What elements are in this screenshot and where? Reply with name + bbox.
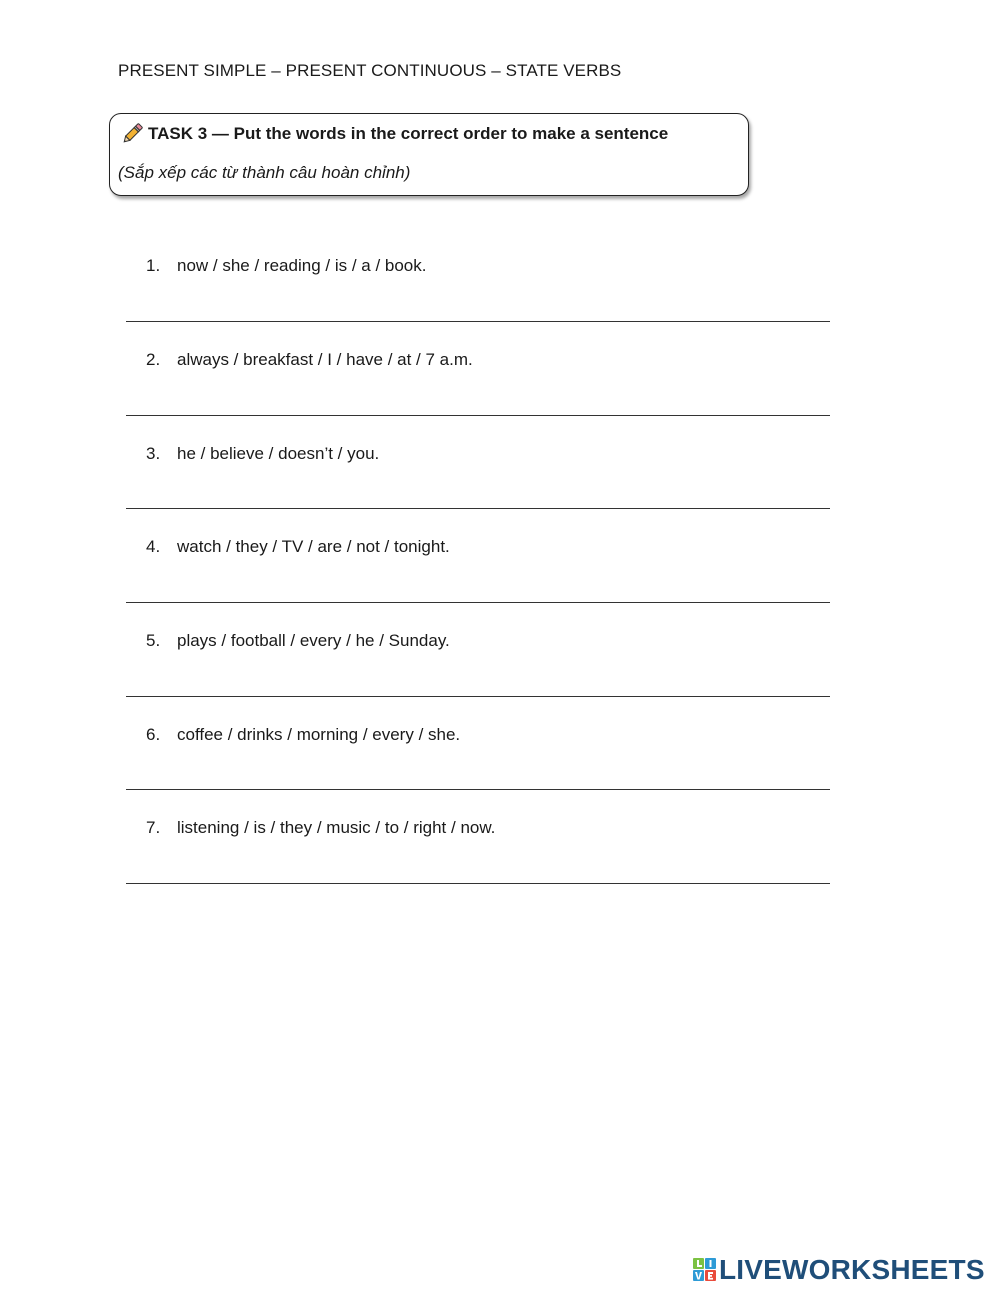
item-number: 4.	[146, 537, 161, 556]
answer-line[interactable]	[126, 602, 830, 603]
pencil-icon	[119, 121, 145, 147]
answer-line[interactable]	[126, 321, 830, 322]
item-number: 5.	[146, 631, 161, 650]
task-instruction-box	[109, 113, 749, 196]
item-words: always / breakfast / I / have / at / 7 a.m.	[177, 350, 473, 369]
item-words: listening / is / they / music / to / right / now.	[177, 818, 496, 837]
answer-line[interactable]	[126, 415, 830, 416]
item-words: watch / they / TV / are / not / tonight.	[177, 537, 450, 556]
answer-line[interactable]	[126, 883, 830, 884]
item-number: 7.	[146, 818, 161, 837]
liveworksheets-logo	[693, 1254, 985, 1286]
item-number: 2.	[146, 350, 161, 369]
task-title: TASK 3 — Put the words in the correct order to make a sentence	[148, 124, 669, 143]
item-number: 3.	[146, 444, 161, 463]
answer-line[interactable]	[126, 508, 830, 509]
task-title-row	[119, 121, 668, 147]
liveworksheets-logo-icon	[693, 1258, 717, 1282]
item-words: he / believe / doesn’t / you.	[177, 444, 380, 463]
item-number: 6.	[146, 725, 161, 744]
answer-line[interactable]	[126, 789, 830, 790]
item-words: coffee / drinks / morning / every / she.	[177, 725, 461, 744]
task-subtitle: (Sắp xếp các từ thành câu hoàn chỉnh)	[118, 163, 411, 182]
logo-text: LIVEWORKSHEETS	[719, 1254, 985, 1285]
item-words: now / she / reading / is / a / book.	[177, 256, 427, 275]
item-number: 1.	[146, 256, 161, 275]
answer-line[interactable]	[126, 696, 830, 697]
page-title: PRESENT SIMPLE – PRESENT CONTINUOUS – STATE VERBS	[118, 61, 622, 80]
item-words: plays / football / every / he / Sunday.	[177, 631, 450, 650]
